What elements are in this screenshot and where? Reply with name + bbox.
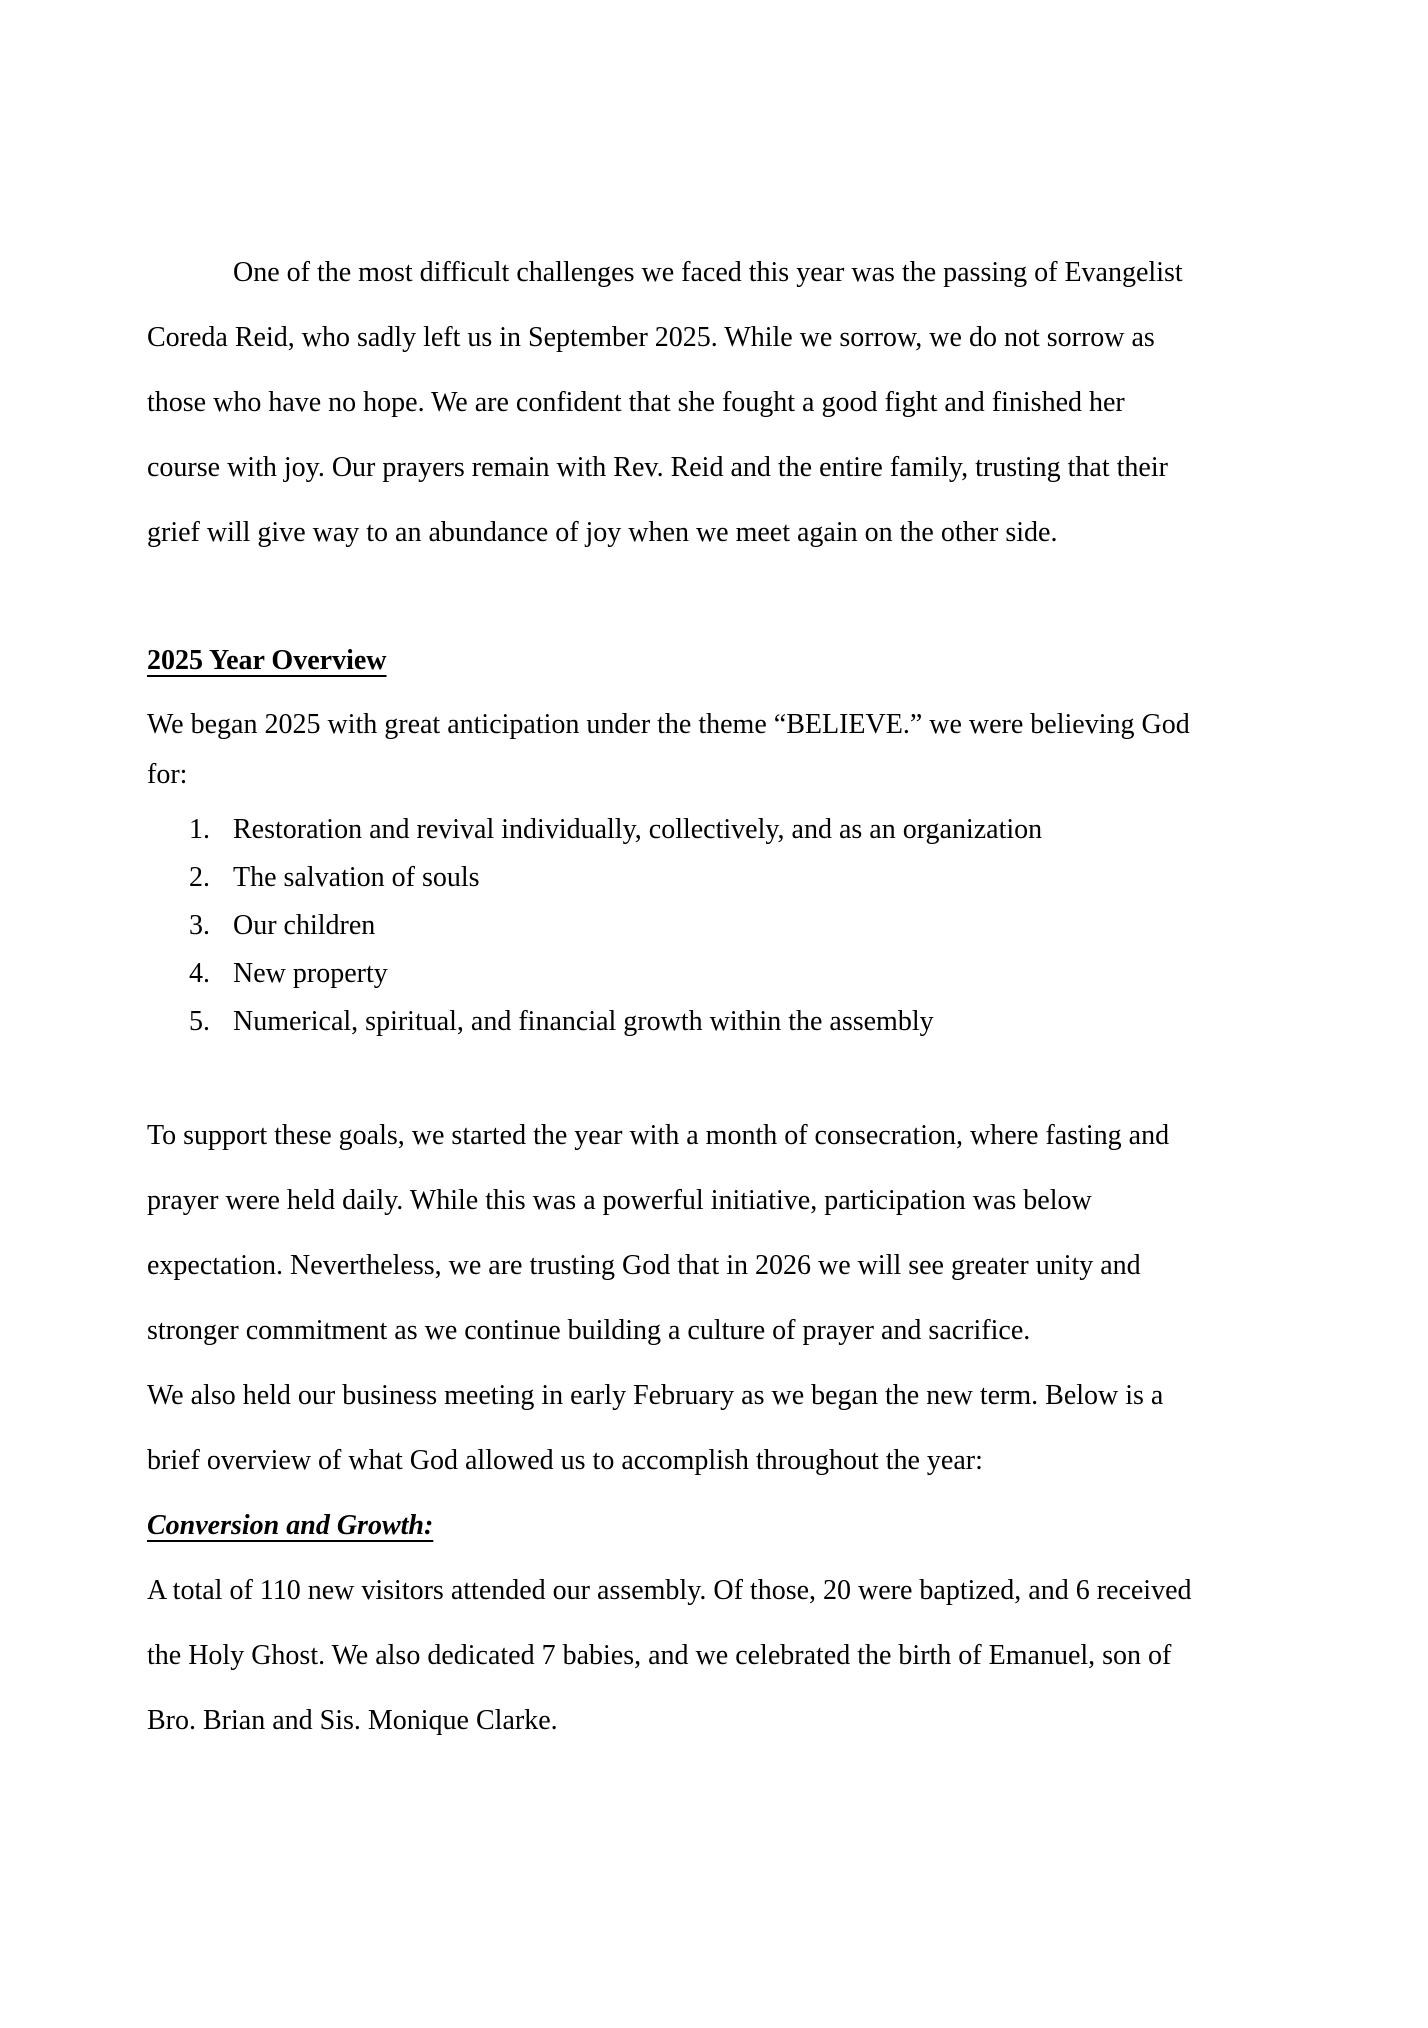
goal-number: 2.: [189, 862, 210, 893]
text-line: Bro. Brian and Sis. Monique Clarke.: [147, 1705, 558, 1736]
year-overview-heading: 2025 Year Overview: [147, 645, 387, 676]
goal-item: [147, 950, 1297, 998]
text-line: We began 2025 with great anticipation under the theme “BELIEVE.” we were believing God: [147, 709, 1190, 740]
text-line: stronger commitment as we continue building a culture of prayer and sacrifice.: [147, 1315, 1031, 1346]
goal-item: [147, 854, 1297, 902]
goal-item: [147, 806, 1297, 854]
memorial-paragraph: [147, 240, 1297, 565]
goal-item: [147, 998, 1297, 1046]
text-line: prayer were held daily. While this was a powerful initiative, participation was below: [147, 1185, 1092, 1216]
goal-number: 5.: [189, 1006, 210, 1037]
consecration-paragraph: [147, 1103, 1297, 1363]
text-line: grief will give way to an abundance of joy when we meet again on the other side.: [147, 517, 1058, 548]
goal-text: Numerical, spiritual, and financial growth within the assembly: [233, 1006, 934, 1037]
text-line: One of the most difficult challenges we faced this year was the passing of Evangelist: [233, 257, 1183, 288]
goal-number: 1.: [189, 814, 210, 845]
text-line: A total of 110 new visitors attended our assembly. Of those, 20 were baptized, and 6 received: [147, 1575, 1192, 1606]
conversion-growth-heading: Conversion and Growth:: [147, 1510, 434, 1541]
document-content: [147, 0, 1297, 1753]
goal-text: The salvation of souls: [233, 862, 480, 893]
goal-text: New property: [233, 958, 388, 989]
text-line: brief overview of what God allowed us to accomplish throughout the year:: [147, 1445, 983, 1476]
goal-number: 3.: [189, 910, 210, 941]
text-line: the Holy Ghost. We also dedicated 7 babies, and we celebrated the birth of Emanuel, son of: [147, 1640, 1172, 1671]
goal-text: Restoration and revival individually, collectively, and as an organization: [233, 814, 1043, 845]
business-meeting-paragraph: [147, 1363, 1297, 1493]
text-line: We also held our business meeting in early February as we began the new term. Below is a: [147, 1380, 1164, 1411]
text-line: for:: [147, 759, 188, 790]
text-line: Coreda Reid, who sadly left us in September 2025. While we sorrow, we do not sorrow as: [147, 322, 1155, 353]
text-line: course with joy. Our prayers remain with Rev. Reid and the entire family, trusting that their: [147, 452, 1168, 483]
text-line: To support these goals, we started the year with a month of consecration, where fasting and: [147, 1120, 1170, 1151]
conversion-growth-paragraph: [147, 1558, 1297, 1753]
goal-text: Our children: [233, 910, 376, 941]
text-line: expectation. Nevertheless, we are trusting God that in 2026 we will see greater unity and: [147, 1250, 1141, 1281]
text-line: those who have no hope. We are confident that she fought a good fight and finished her: [147, 387, 1125, 418]
goal-item: [147, 902, 1297, 950]
goal-number: 4.: [189, 958, 210, 989]
goals-list: [147, 806, 1297, 1046]
year-overview-intro: [147, 700, 1297, 800]
